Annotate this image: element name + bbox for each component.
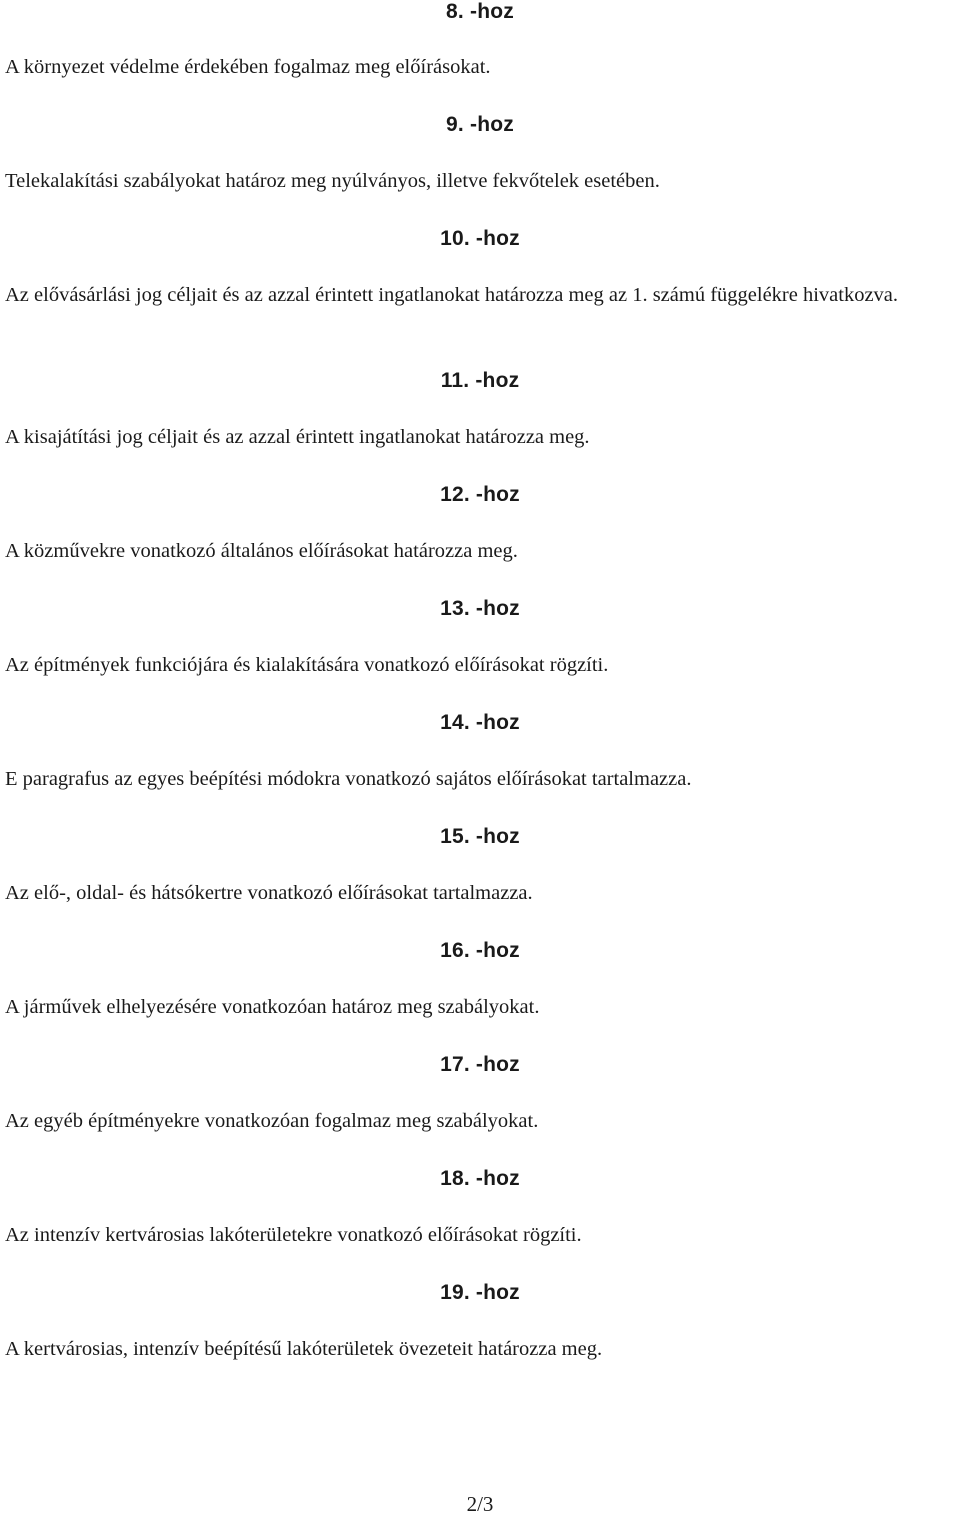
section-heading-19: 19. -hoz <box>440 1281 520 1304</box>
page-number: 2/3 <box>466 1492 494 1516</box>
section-text-19: A kertvárosias, intenzív beépítésű lakóterületek övezeteit határozza meg. <box>5 1338 603 1360</box>
section-text-12: A közművekre vonatkozó általános előírásokat határozza meg. <box>5 540 518 562</box>
section-text-13: Az építmények funkciójára és kialakítására vonatkozó előírásokat rögzíti. <box>5 654 609 676</box>
section-heading-9: 9. -hoz <box>446 113 514 136</box>
section-text-16: A járművek elhelyezésére vonatkozóan határoz meg szabályokat. <box>5 996 540 1018</box>
section-text-14: E paragrafus az egyes beépítési módokra vonatkozó sajátos előírásokat tartalmazza. <box>5 768 692 790</box>
section-heading-14: 14. -hoz <box>440 711 520 734</box>
section-heading-17: 17. -hoz <box>440 1053 520 1076</box>
section-text-9: Telekalakítási szabályokat határoz meg nyúlványos, illetve fekvőtelek esetében. <box>5 170 660 192</box>
section-heading-11: 11. -hoz <box>440 369 520 392</box>
section-heading-16: 16. -hoz <box>440 939 520 962</box>
section-text-10: Az elővásárlási jog céljait és az azzal érintett ingatlanokat határozza meg az 1. számú függelékre hivatkozva. <box>5 284 899 306</box>
section-text-11: A kisajátítási jog céljait és az azzal érintett ingatlanokat határozza meg. <box>5 426 590 448</box>
section-heading-12: 12. -hoz <box>440 483 520 506</box>
section-heading-13: 13. -hoz <box>440 597 520 620</box>
section-heading-10: 10. -hoz <box>440 227 520 250</box>
section-text-18: Az intenzív kertvárosias lakóterületekre vonatkozó előírásokat rögzíti. <box>5 1224 582 1246</box>
section-text-17: Az egyéb építményekre vonatkozóan fogalmaz meg szabályokat. <box>5 1110 539 1132</box>
section-heading-15: 15. -hoz <box>440 825 520 848</box>
section-text-15: Az elő-, oldal- és hátsókertre vonatkozó előírásokat tartalmazza. <box>5 882 533 904</box>
section-heading-18: 18. -hoz <box>440 1167 520 1190</box>
section-text-8: A környezet védelme érdekében fogalmaz meg előírásokat. <box>5 56 491 78</box>
section-heading-8: 8. -hoz <box>446 0 514 23</box>
